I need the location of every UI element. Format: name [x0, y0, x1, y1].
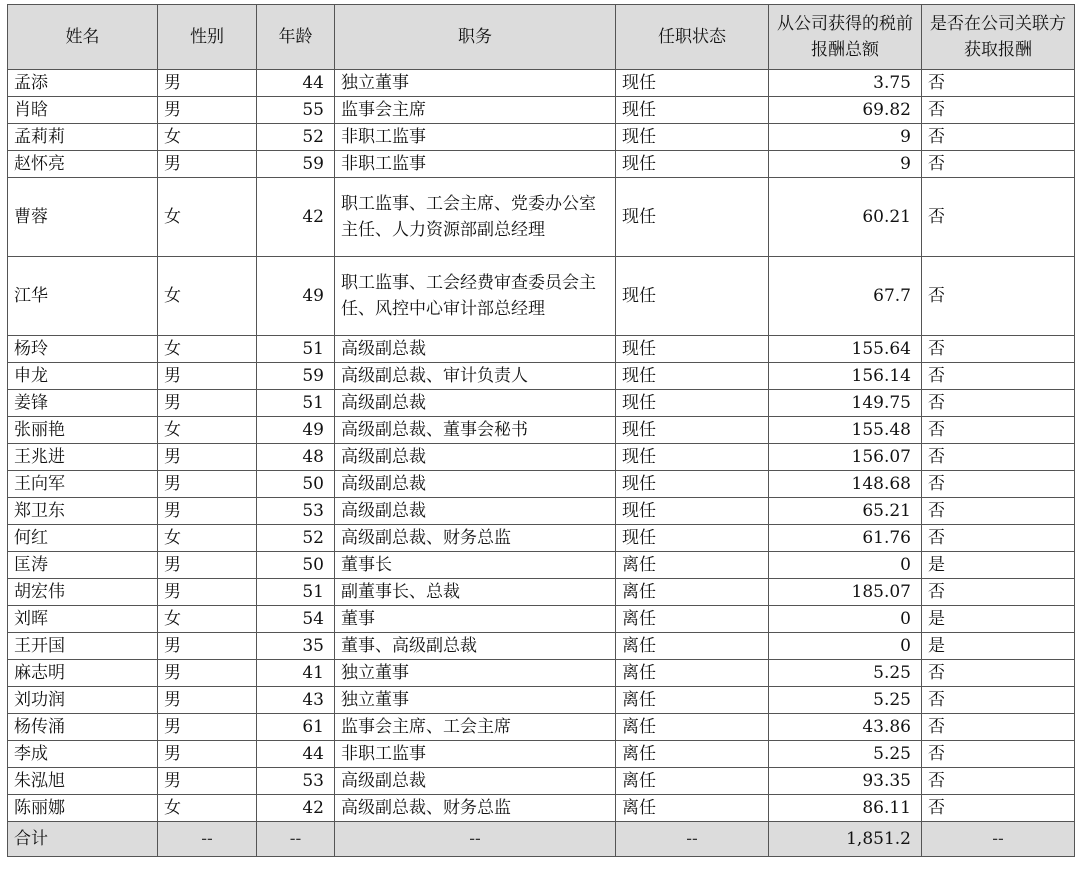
cell-status: 现任	[616, 471, 769, 498]
cell-age: 51	[257, 336, 335, 363]
table-row	[8, 687, 1075, 714]
cell-name: 孟莉莉	[8, 124, 158, 151]
cell-related: 否	[922, 97, 1075, 124]
compensation-table	[7, 4, 1075, 857]
header-row	[8, 5, 1075, 70]
cell-status: 现任	[616, 70, 769, 97]
cell-gender: 女	[158, 336, 257, 363]
cell-gender: 男	[158, 714, 257, 741]
total-row	[8, 822, 1075, 857]
cell-pay: 65.21	[769, 498, 922, 525]
cell-gender: 男	[158, 97, 257, 124]
cell-position: 职工监事、工会经费审查委员会主任、风控中心审计部总经理	[335, 257, 616, 336]
cell-related: 否	[922, 124, 1075, 151]
cell-name: 肖晗	[8, 97, 158, 124]
header-status: 任职状态	[616, 5, 769, 70]
cell-status: 离任	[616, 768, 769, 795]
cell-age: 44	[257, 741, 335, 768]
cell-status: 离任	[616, 687, 769, 714]
cell-position: 副董事长、总裁	[335, 579, 616, 606]
cell-gender: 女	[158, 525, 257, 552]
cell-name: 孟添	[8, 70, 158, 97]
cell-name: 刘晖	[8, 606, 158, 633]
header-related: 是否在公司关联方获取报酬	[922, 5, 1075, 70]
cell-pay: 9	[769, 151, 922, 178]
cell-status: 离任	[616, 795, 769, 822]
cell-pay: 60.21	[769, 178, 922, 257]
cell-position: 高级副总裁	[335, 444, 616, 471]
cell-gender: 女	[158, 417, 257, 444]
cell-pay: 86.11	[769, 795, 922, 822]
cell-related: 否	[922, 498, 1075, 525]
cell-age: 52	[257, 124, 335, 151]
cell-pay: 5.25	[769, 687, 922, 714]
cell-name: 匡涛	[8, 552, 158, 579]
total-position: --	[335, 822, 616, 857]
cell-status: 现任	[616, 151, 769, 178]
cell-position: 职工监事、工会主席、党委办公室主任、人力资源部副总经理	[335, 178, 616, 257]
cell-status: 现任	[616, 390, 769, 417]
cell-pay: 149.75	[769, 390, 922, 417]
cell-gender: 男	[158, 633, 257, 660]
cell-name: 王向军	[8, 471, 158, 498]
table-row	[8, 660, 1075, 687]
cell-age: 53	[257, 768, 335, 795]
cell-related: 否	[922, 660, 1075, 687]
cell-name: 李成	[8, 741, 158, 768]
cell-related: 否	[922, 336, 1075, 363]
table-row	[8, 417, 1075, 444]
cell-pay: 0	[769, 606, 922, 633]
cell-pay: 9	[769, 124, 922, 151]
cell-gender: 男	[158, 552, 257, 579]
cell-name: 姜锋	[8, 390, 158, 417]
cell-gender: 男	[158, 471, 257, 498]
cell-age: 49	[257, 417, 335, 444]
header-pay: 从公司获得的税前报酬总额	[769, 5, 922, 70]
cell-pay: 3.75	[769, 70, 922, 97]
cell-age: 42	[257, 178, 335, 257]
cell-name: 杨玲	[8, 336, 158, 363]
table-row	[8, 336, 1075, 363]
cell-name: 陈丽娜	[8, 795, 158, 822]
cell-gender: 男	[158, 363, 257, 390]
cell-gender: 男	[158, 768, 257, 795]
cell-pay: 185.07	[769, 579, 922, 606]
table-row	[8, 97, 1075, 124]
cell-age: 61	[257, 714, 335, 741]
cell-related: 否	[922, 471, 1075, 498]
cell-age: 59	[257, 363, 335, 390]
cell-age: 51	[257, 390, 335, 417]
cell-age: 50	[257, 471, 335, 498]
cell-name: 刘功润	[8, 687, 158, 714]
header-name: 姓名	[8, 5, 158, 70]
table-body	[8, 70, 1075, 822]
cell-status: 现任	[616, 417, 769, 444]
cell-related: 是	[922, 552, 1075, 579]
cell-name: 江华	[8, 257, 158, 336]
cell-gender: 女	[158, 178, 257, 257]
table-row	[8, 714, 1075, 741]
cell-position: 董事、高级副总裁	[335, 633, 616, 660]
cell-gender: 男	[158, 687, 257, 714]
cell-pay: 43.86	[769, 714, 922, 741]
total-age: --	[257, 822, 335, 857]
cell-position: 高级副总裁	[335, 390, 616, 417]
cell-status: 现任	[616, 363, 769, 390]
cell-gender: 男	[158, 444, 257, 471]
cell-age: 48	[257, 444, 335, 471]
cell-position: 高级副总裁、审计负责人	[335, 363, 616, 390]
cell-status: 现任	[616, 336, 769, 363]
cell-related: 是	[922, 606, 1075, 633]
cell-age: 59	[257, 151, 335, 178]
cell-gender: 男	[158, 390, 257, 417]
cell-age: 41	[257, 660, 335, 687]
cell-name: 申龙	[8, 363, 158, 390]
cell-position: 高级副总裁	[335, 768, 616, 795]
cell-related: 否	[922, 768, 1075, 795]
cell-status: 现任	[616, 178, 769, 257]
cell-related: 否	[922, 257, 1075, 336]
cell-gender: 女	[158, 606, 257, 633]
cell-related: 否	[922, 444, 1075, 471]
cell-related: 否	[922, 741, 1075, 768]
cell-gender: 女	[158, 257, 257, 336]
cell-status: 离任	[616, 633, 769, 660]
cell-name: 胡宏伟	[8, 579, 158, 606]
table-row	[8, 444, 1075, 471]
cell-position: 独立董事	[335, 687, 616, 714]
cell-age: 53	[257, 498, 335, 525]
table-row	[8, 633, 1075, 660]
cell-related: 否	[922, 579, 1075, 606]
header-age: 年龄	[257, 5, 335, 70]
cell-related: 否	[922, 687, 1075, 714]
cell-position: 高级副总裁、财务总监	[335, 525, 616, 552]
cell-name: 张丽艳	[8, 417, 158, 444]
cell-age: 55	[257, 97, 335, 124]
cell-name: 王兆进	[8, 444, 158, 471]
table-row	[8, 768, 1075, 795]
cell-status: 离任	[616, 660, 769, 687]
cell-status: 离任	[616, 606, 769, 633]
cell-position: 高级副总裁	[335, 336, 616, 363]
cell-status: 现任	[616, 525, 769, 552]
cell-age: 50	[257, 552, 335, 579]
total-label: 合计	[8, 822, 158, 857]
cell-position: 董事长	[335, 552, 616, 579]
cell-status: 离任	[616, 579, 769, 606]
cell-pay: 156.14	[769, 363, 922, 390]
cell-gender: 男	[158, 660, 257, 687]
cell-pay: 0	[769, 552, 922, 579]
cell-position: 非职工监事	[335, 741, 616, 768]
cell-position: 独立董事	[335, 70, 616, 97]
cell-age: 43	[257, 687, 335, 714]
cell-pay: 5.25	[769, 741, 922, 768]
cell-pay: 148.68	[769, 471, 922, 498]
cell-position: 监事会主席、工会主席	[335, 714, 616, 741]
table-row	[8, 70, 1075, 97]
cell-gender: 男	[158, 70, 257, 97]
cell-pay: 69.82	[769, 97, 922, 124]
cell-position: 监事会主席	[335, 97, 616, 124]
header-gender: 性别	[158, 5, 257, 70]
cell-related: 是	[922, 633, 1075, 660]
total-gender: --	[158, 822, 257, 857]
cell-pay: 93.35	[769, 768, 922, 795]
cell-age: 42	[257, 795, 335, 822]
cell-pay: 5.25	[769, 660, 922, 687]
table-row	[8, 390, 1075, 417]
cell-gender: 女	[158, 795, 257, 822]
cell-gender: 女	[158, 124, 257, 151]
cell-age: 51	[257, 579, 335, 606]
cell-position: 独立董事	[335, 660, 616, 687]
cell-pay: 155.64	[769, 336, 922, 363]
cell-related: 否	[922, 151, 1075, 178]
cell-related: 否	[922, 525, 1075, 552]
table-row	[8, 363, 1075, 390]
cell-age: 35	[257, 633, 335, 660]
cell-related: 否	[922, 390, 1075, 417]
cell-status: 离任	[616, 741, 769, 768]
cell-related: 否	[922, 795, 1075, 822]
table-row	[8, 525, 1075, 552]
cell-name: 王开国	[8, 633, 158, 660]
cell-name: 何红	[8, 525, 158, 552]
total-status: --	[616, 822, 769, 857]
table-row	[8, 552, 1075, 579]
cell-position: 董事	[335, 606, 616, 633]
cell-name: 麻志明	[8, 660, 158, 687]
table-row	[8, 741, 1075, 768]
cell-status: 现任	[616, 444, 769, 471]
cell-position: 高级副总裁、董事会秘书	[335, 417, 616, 444]
cell-age: 54	[257, 606, 335, 633]
cell-name: 赵怀亮	[8, 151, 158, 178]
cell-related: 否	[922, 363, 1075, 390]
cell-gender: 男	[158, 741, 257, 768]
cell-pay: 67.7	[769, 257, 922, 336]
cell-status: 现任	[616, 124, 769, 151]
cell-name: 杨传涌	[8, 714, 158, 741]
cell-pay: 61.76	[769, 525, 922, 552]
cell-status: 现任	[616, 498, 769, 525]
cell-position: 非职工监事	[335, 124, 616, 151]
cell-status: 离任	[616, 552, 769, 579]
table-row	[8, 471, 1075, 498]
cell-name: 朱泓旭	[8, 768, 158, 795]
cell-status: 离任	[616, 714, 769, 741]
table-row	[8, 151, 1075, 178]
cell-position: 非职工监事	[335, 151, 616, 178]
cell-gender: 男	[158, 498, 257, 525]
table-row	[8, 606, 1075, 633]
cell-position: 高级副总裁、财务总监	[335, 795, 616, 822]
cell-status: 现任	[616, 257, 769, 336]
cell-related: 否	[922, 178, 1075, 257]
cell-status: 现任	[616, 97, 769, 124]
cell-name: 郑卫东	[8, 498, 158, 525]
cell-age: 44	[257, 70, 335, 97]
cell-pay: 156.07	[769, 444, 922, 471]
cell-pay: 155.48	[769, 417, 922, 444]
cell-related: 否	[922, 417, 1075, 444]
table-row	[8, 124, 1075, 151]
table-row	[8, 579, 1075, 606]
cell-age: 49	[257, 257, 335, 336]
cell-gender: 男	[158, 151, 257, 178]
cell-position: 高级副总裁	[335, 471, 616, 498]
header-position: 职务	[335, 5, 616, 70]
cell-gender: 男	[158, 579, 257, 606]
table-row	[8, 498, 1075, 525]
table-row	[8, 795, 1075, 822]
total-related: --	[922, 822, 1075, 857]
table-row	[8, 178, 1075, 257]
cell-related: 否	[922, 714, 1075, 741]
cell-position: 高级副总裁	[335, 498, 616, 525]
total-pay: 1,851.2	[769, 822, 922, 857]
cell-related: 否	[922, 70, 1075, 97]
cell-age: 52	[257, 525, 335, 552]
cell-pay: 0	[769, 633, 922, 660]
cell-name: 曹蓉	[8, 178, 158, 257]
table-row	[8, 257, 1075, 336]
